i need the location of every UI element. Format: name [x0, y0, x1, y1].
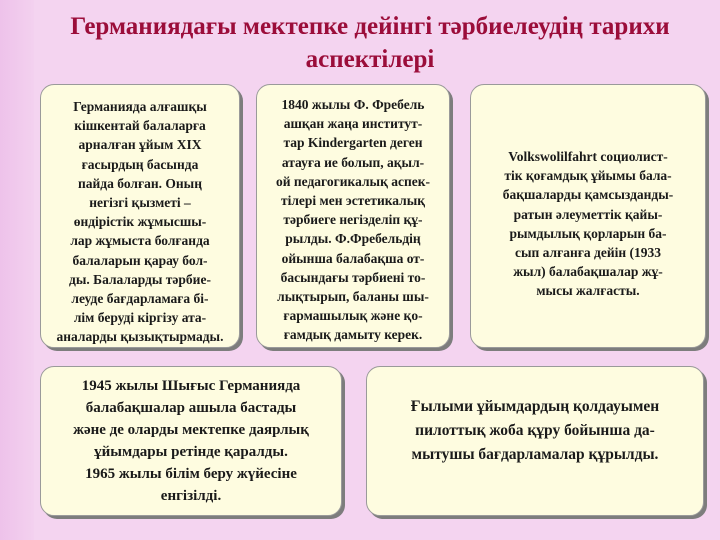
page-title: Германиядағы мектепке дейінгі тәрбиелеудің тарихи аспектілері	[70, 13, 670, 73]
text-box-froebel-kindergarten	[256, 84, 450, 348]
text-box-content: Volkswolilfahrt социолист- тік қоғамдық ұйымы бала- бақшаларды қамсызданды- ратын әлеуметтік қайы- рымдылық қорларын ба- сып алғанға дейін (1933 жыл) балабақшалар жұ- мысы жалғасты.	[502, 149, 674, 299]
text-box-content: 1840 жылы Ф. Фребель ашқан жаңа институт- тар Kindergarten деген атауға ие болып, ақыл- ой педагогикалық аспек- тілері мен эстетикалық тәрбиеге негізделіп құ- рылды. Ф.Фребельдің ойынша балабақша от- басындағы тәрбиені то- лықтырып, баланы шы- ғармашылық және қо- ғамдық дамыту керек.	[275, 97, 431, 343]
text-box-early-institutions	[40, 84, 240, 348]
text-box-content: Ғылыми ұйымдардың қолдауымен пилоттық жоба құру бойынша да- мытушы бағдарламалар құрылды.	[410, 398, 660, 463]
text-box-volkswohlfahrt	[470, 84, 706, 348]
text-box-east-germany-1945	[40, 366, 342, 516]
text-box-content: Германияда алғашқы кішкентай балаларға арналған ұйым XIX ғасырдың басында пайда болған. Оның негізгі қызметі – өндірістік жұмысшы- лар жұмыста болғанда балаларын қарау бол- ды. Балаларды тәрбие- леуде бағдарламаға бі- лім беруді кіргізу ата- аналарды қызықтырмады.	[56, 99, 224, 345]
text-box-content: 1945 жылы Шығыс Германияда балабақшалар ашыла бастады және де оларды мектепке даярлық ұйымдары ретінде қаралды. 1965 жылы білім беру жүйесіне енгізілді.	[73, 378, 309, 504]
left-decor-strip	[0, 0, 34, 540]
text-box-pilot-programs	[366, 366, 704, 516]
